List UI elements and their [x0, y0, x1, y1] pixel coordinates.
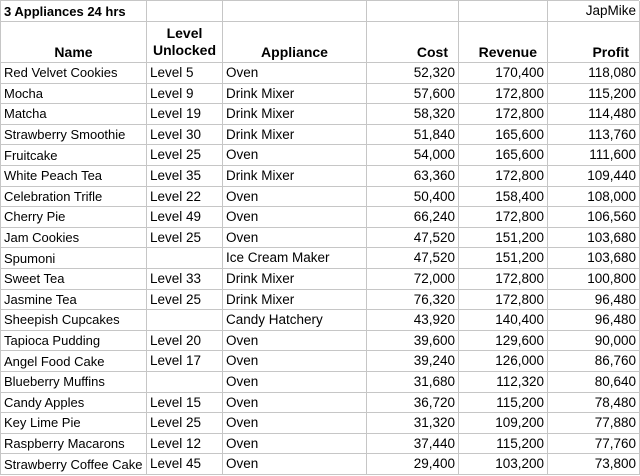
cell-profit[interactable]: 115,200 — [548, 84, 640, 105]
header-name[interactable]: Name — [1, 22, 147, 63]
cell-appliance[interactable]: Drink Mixer — [223, 269, 367, 290]
cell-level[interactable]: Level 20 — [147, 331, 223, 352]
cell-revenue[interactable]: 165,600 — [459, 145, 548, 166]
header-level-unlocked[interactable] — [147, 22, 223, 63]
cell-appliance[interactable]: Oven — [223, 351, 367, 372]
header-appliance[interactable]: Appliance — [223, 22, 367, 63]
cell-appliance[interactable]: Oven — [223, 187, 367, 208]
cell-revenue[interactable]: 103,200 — [459, 454, 548, 475]
header-profit[interactable]: Profit — [548, 22, 640, 63]
cell-name[interactable]: Candy Apples — [1, 393, 147, 414]
cell-cost[interactable]: 31,320 — [367, 413, 459, 434]
empty-cell[interactable] — [459, 1, 548, 22]
cell-name[interactable]: Matcha — [1, 104, 147, 125]
cell-profit[interactable]: 109,440 — [548, 166, 640, 187]
cell-revenue[interactable]: 158,400 — [459, 187, 548, 208]
cell-cost[interactable]: 29,400 — [367, 454, 459, 475]
cell-revenue[interactable]: 115,200 — [459, 434, 548, 455]
cell-profit[interactable]: 77,880 — [548, 413, 640, 434]
header-cost[interactable]: Cost — [367, 22, 459, 63]
cell-revenue[interactable]: 112,320 — [459, 372, 548, 393]
cell-appliance[interactable]: Drink Mixer — [223, 104, 367, 125]
empty-cell[interactable] — [147, 1, 223, 22]
cell-cost[interactable]: 51,840 — [367, 125, 459, 146]
cell-level[interactable]: Level 25 — [147, 145, 223, 166]
cell-name[interactable]: Jam Cookies — [1, 228, 147, 249]
cell-revenue[interactable]: 151,200 — [459, 248, 548, 269]
cell-cost[interactable]: 57,600 — [367, 84, 459, 105]
cell-revenue[interactable]: 172,800 — [459, 104, 548, 125]
cell-appliance[interactable]: Oven — [223, 63, 367, 84]
cell-appliance[interactable]: Candy Hatchery — [223, 310, 367, 331]
header-revenue[interactable]: Revenue — [459, 22, 548, 63]
cell-profit[interactable]: 103,680 — [548, 228, 640, 249]
cell-cost[interactable]: 52,320 — [367, 63, 459, 84]
cell-cost[interactable]: 63,360 — [367, 166, 459, 187]
cell-name[interactable]: Strawberry Smoothie — [1, 125, 147, 146]
cell-profit[interactable]: 73,800 — [548, 454, 640, 475]
cell-level[interactable]: Level 35 — [147, 166, 223, 187]
header-level-line2: Unlocked — [152, 42, 216, 59]
cell-level[interactable] — [147, 248, 223, 269]
cell-revenue[interactable]: 165,600 — [459, 125, 548, 146]
cell-cost[interactable]: 72,000 — [367, 269, 459, 290]
cell-cost[interactable]: 37,440 — [367, 434, 459, 455]
cell-name[interactable]: Key Lime Pie — [1, 413, 147, 434]
author-cell[interactable]: JapMike — [548, 1, 640, 22]
cell-revenue[interactable]: 172,800 — [459, 166, 548, 187]
cell-name[interactable]: Sweet Tea — [1, 269, 147, 290]
cell-level[interactable]: Level 25 — [147, 413, 223, 434]
cell-appliance[interactable]: Drink Mixer — [223, 290, 367, 311]
cell-appliance[interactable]: Oven — [223, 434, 367, 455]
cell-cost[interactable]: 76,320 — [367, 290, 459, 311]
cell-profit[interactable]: 80,640 — [548, 372, 640, 393]
cell-name[interactable]: Strawberry Coffee Cake — [1, 454, 147, 475]
cell-cost[interactable]: 43,920 — [367, 310, 459, 331]
cell-name[interactable]: Angel Food Cake — [1, 351, 147, 372]
cell-appliance[interactable]: Drink Mixer — [223, 125, 367, 146]
cell-cost[interactable]: 54,000 — [367, 145, 459, 166]
cell-profit[interactable]: 78,480 — [548, 393, 640, 414]
cell-profit[interactable]: 114,480 — [548, 104, 640, 125]
cell-level[interactable]: Level 15 — [147, 393, 223, 414]
cell-appliance[interactable]: Drink Mixer — [223, 166, 367, 187]
cell-level[interactable]: Level 30 — [147, 125, 223, 146]
cell-level[interactable]: Level 49 — [147, 207, 223, 228]
cell-profit[interactable]: 103,680 — [548, 248, 640, 269]
cell-appliance[interactable]: Oven — [223, 228, 367, 249]
cell-name[interactable]: Blueberry Muffins — [1, 372, 147, 393]
cell-name[interactable]: Spumoni — [1, 248, 147, 269]
cell-profit[interactable]: 86,760 — [548, 351, 640, 372]
cell-appliance[interactable]: Oven — [223, 393, 367, 414]
cell-profit[interactable]: 113,760 — [548, 125, 640, 146]
cell-name[interactable]: Raspberry Macarons — [1, 434, 147, 455]
cell-level[interactable]: Level 45 — [147, 454, 223, 475]
cell-revenue[interactable]: 115,200 — [459, 393, 548, 414]
cell-appliance[interactable]: Oven — [223, 372, 367, 393]
cell-cost[interactable]: 47,520 — [367, 228, 459, 249]
cell-cost[interactable]: 39,600 — [367, 331, 459, 352]
cell-revenue[interactable]: 172,800 — [459, 290, 548, 311]
cell-level[interactable]: Level 25 — [147, 228, 223, 249]
cell-cost[interactable]: 31,680 — [367, 372, 459, 393]
cell-revenue[interactable]: 172,800 — [459, 269, 548, 290]
cell-revenue[interactable]: 129,600 — [459, 331, 548, 352]
cell-name[interactable]: White Peach Tea — [1, 166, 147, 187]
cell-level[interactable] — [147, 310, 223, 331]
sheet-title[interactable]: 3 Appliances 24 hrs — [1, 1, 147, 22]
cell-name[interactable]: Jasmine Tea — [1, 290, 147, 311]
cell-profit[interactable]: 100,800 — [548, 269, 640, 290]
cell-cost[interactable]: 66,240 — [367, 207, 459, 228]
cell-appliance[interactable]: Drink Mixer — [223, 84, 367, 105]
cell-profit[interactable]: 77,760 — [548, 434, 640, 455]
cell-level[interactable] — [147, 372, 223, 393]
cell-name[interactable]: Sheepish Cupcakes — [1, 310, 147, 331]
cell-level[interactable]: Level 12 — [147, 434, 223, 455]
cell-appliance[interactable]: Ice Cream Maker — [223, 248, 367, 269]
cell-cost[interactable]: 50,400 — [367, 187, 459, 208]
cell-level[interactable]: Level 9 — [147, 84, 223, 105]
cell-profit[interactable]: 90,000 — [548, 331, 640, 352]
cell-profit[interactable]: 108,000 — [548, 187, 640, 208]
cell-name[interactable]: Mocha — [1, 84, 147, 105]
cell-appliance[interactable]: Oven — [223, 207, 367, 228]
cell-revenue[interactable]: 151,200 — [459, 228, 548, 249]
cell-level[interactable]: Level 25 — [147, 290, 223, 311]
cell-appliance[interactable]: Oven — [223, 145, 367, 166]
cell-profit[interactable]: 111,600 — [548, 145, 640, 166]
empty-cell[interactable] — [367, 1, 459, 22]
empty-cell[interactable] — [223, 1, 367, 22]
cell-revenue[interactable]: 109,200 — [459, 413, 548, 434]
cell-profit[interactable]: 96,480 — [548, 310, 640, 331]
cell-revenue[interactable]: 172,800 — [459, 84, 548, 105]
cell-appliance[interactable]: Oven — [223, 454, 367, 475]
cell-cost[interactable]: 39,240 — [367, 351, 459, 372]
cell-level[interactable]: Level 33 — [147, 269, 223, 290]
cell-cost[interactable]: 58,320 — [367, 104, 459, 125]
cell-appliance[interactable]: Oven — [223, 413, 367, 434]
cell-revenue[interactable]: 126,000 — [459, 351, 548, 372]
cell-level[interactable]: Level 22 — [147, 187, 223, 208]
cell-level[interactable]: Level 5 — [147, 63, 223, 84]
cell-profit[interactable]: 118,080 — [548, 63, 640, 84]
cell-name[interactable]: Celebration Trifle — [1, 187, 147, 208]
cell-name[interactable]: Cherry Pie — [1, 207, 147, 228]
cell-revenue[interactable]: 170,400 — [459, 63, 548, 84]
cell-revenue[interactable]: 172,800 — [459, 207, 548, 228]
cell-cost[interactable]: 47,520 — [367, 248, 459, 269]
cell-level[interactable]: Level 19 — [147, 104, 223, 125]
cell-profit[interactable]: 96,480 — [548, 290, 640, 311]
cell-appliance[interactable]: Oven — [223, 331, 367, 352]
cell-cost[interactable]: 36,720 — [367, 393, 459, 414]
cell-name[interactable]: Fruitcake — [1, 145, 147, 166]
cell-profit[interactable]: 106,560 — [548, 207, 640, 228]
cell-name[interactable]: Red Velvet Cookies — [1, 63, 147, 84]
cell-level[interactable]: Level 17 — [147, 351, 223, 372]
cell-name[interactable]: Tapioca Pudding — [1, 331, 147, 352]
header-level-line1: Level — [166, 25, 203, 42]
cell-revenue[interactable]: 140,400 — [459, 310, 548, 331]
